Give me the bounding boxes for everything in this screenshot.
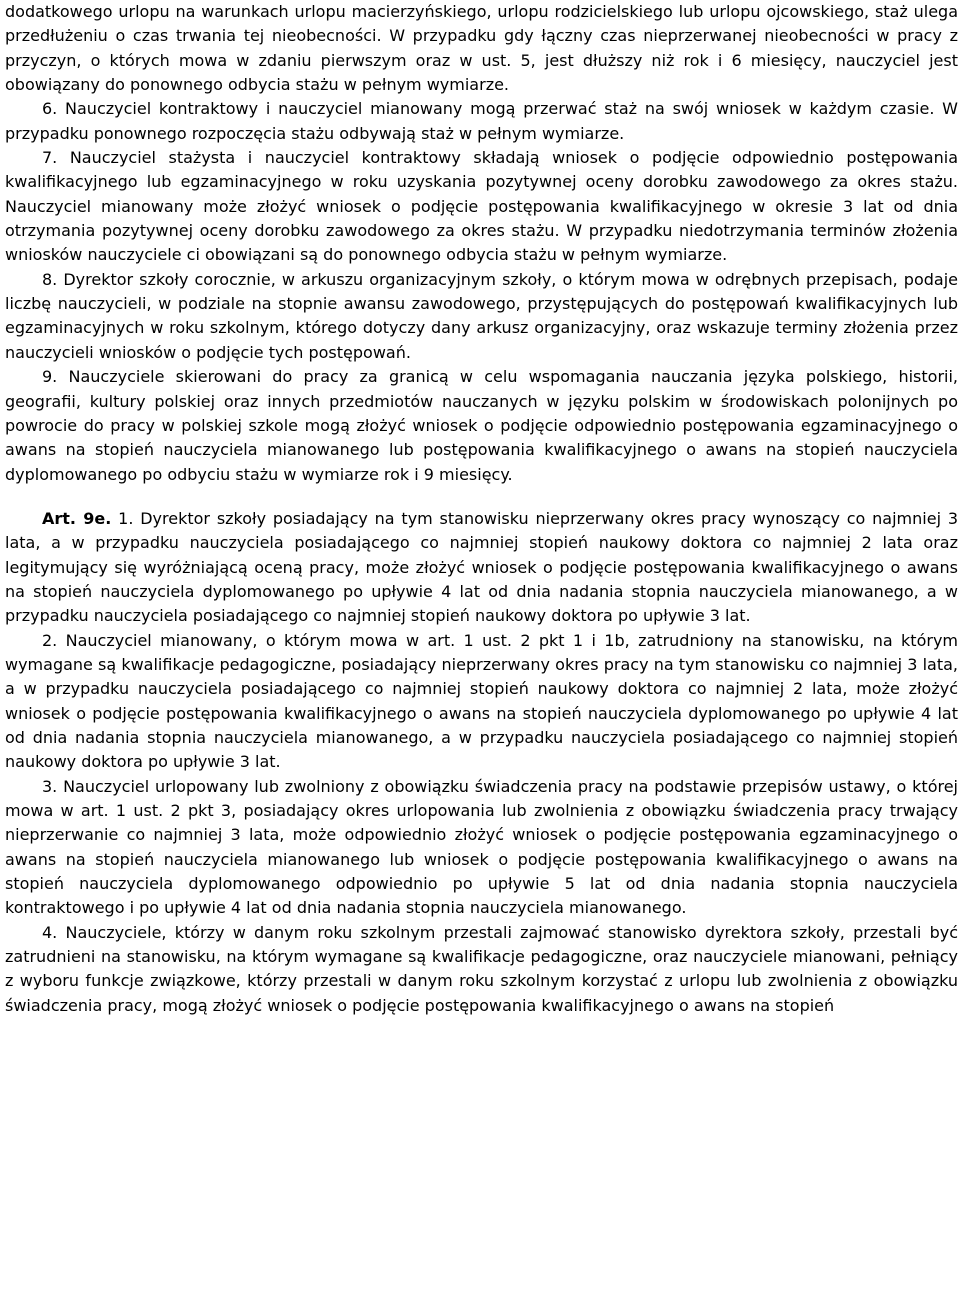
paragraph-6: 6. Nauczyciel kontraktowy i nauczyciel mianowany mogą przerwać staż na swój wniosek w każdym czasie. W przypadku ponownego rozpoczęcia stażu odbywają staż w pełnym wymiarze. — [5, 99, 958, 143]
article-heading: Art. 9e. — [42, 508, 112, 528]
paragraph-9: 9. Nauczyciele skierowani do pracy za granicą w celu wspomagania nauczania języka polskiego, historii, geografii, kultury polskiej oraz innych przedmiotów nauczanych w języku polskim w środowiskach polonijnych po powrocie do pracy w polskiej szkole mogą złożyć wniosek o podjęcie odpowiednio postępowania egzaminacyjnego o awans na stopień nauczyciela mianowanego lub postępowania kwalifikacyjnego o awans na stopień nauczyciela dyplomowanego po odbyciu stażu w wymiarze rok i 9 miesięcy. — [5, 367, 958, 484]
article-9e-paragraph-4: 4. Nauczyciele, którzy w danym roku szkolnym przestali zajmować stanowisko dyrektora szkoły, przestali być zatrudnieni na stanowisku, na którym wymagane są kwalifikacje pedagogiczne, oraz nauczyciele mianowani, pełniący z wyboru funkcje związkowe, którzy przestali w danym roku szkolnym korzystać z urlopu lub zwolnienia z obowiązku świadczenia pracy, mogą złożyć wniosek o podjęcie postępowania kwalifikacyjnego o awans na stopień — [5, 922, 958, 1015]
document-page — [5, 0, 958, 1311]
article-9e-paragraph-1 — [5, 507, 958, 629]
paragraph-7: 7. Nauczyciel stażysta i nauczyciel kontraktowy składają wniosek o podjęcie odpowiednio postępowania kwalifikacyjnego lub egzaminacyjnego w roku uzyskania pozytywnej oceny dorobku zawodowego za okres stażu. Nauczyciel mianowany może złożyć wniosek o podjęcie postępowania kwalifikacyjnego w okresie 3 lat od dnia otrzymania pozytywnej oceny dorobku zawodowego za okres stażu. W przypadku niedotrzymania terminów złożenia wniosków nauczyciele ci obowiązani są do ponownego odbycia stażu w pełnym wymiarze. — [5, 148, 958, 265]
article-9e-text-1: 1. Dyrektor szkoły posiadający na tym stanowisku nieprzerwany okres pracy wynoszący co najmniej 3 lata, a w przypadku nauczyciela posiadającego co najmniej stopień naukowy doktora co najmniej 2 lata oraz legitymujący się wyróżniającą oceną pracy, może złożyć wniosek o podjęcie postępowania kwalifikacyjnego o awans na stopień nauczyciela dyplomowanego po upływie 4 lat od dnia nadania stopnia nauczyciela mianowanego, a w przypadku nauczyciela posiadającego co najmniej stopień naukowy doktora po upływie 3 lat. — [5, 508, 958, 626]
article-9e-paragraph-2: 2. Nauczyciel mianowany, o którym mowa w art. 1 ust. 2 pkt 1 i 1b, zatrudniony na stanowisku, na którym wymagane są kwalifikacje pedagogiczne, posiadający nieprzerwany okres pracy na tym stanowisku co najmniej 3 lata, a w przypadku nauczyciela posiadającego co najmniej stopień naukowy doktora co najmniej 2 lata, może złożyć wniosek o podjęcie postępowania kwalifikacyjnego o awans na stopień nauczyciela dyplomowanego po upływie 4 lat od dnia nadania stopnia nauczyciela mianowanego, a w przypadku nauczyciela posiadającego co najmniej stopień naukowy doktora po upływie 3 lat. — [5, 630, 958, 772]
paragraph-8: 8. Dyrektor szkoły corocznie, w arkuszu organizacyjnym szkoły, o którym mowa w odrębnych przepisach, podaje liczbę nauczycieli, w podziale na stopnie awansu zawodowego, przystępujących do postępowań kwalifikacyjnych lub egzaminacyjnych w roku szkolnym, którego dotyczy dany arkusz organizacyjny, oraz wskazuje terminy złożenia przez nauczycieli wniosków o podjęcie tych postępowań. — [5, 269, 958, 362]
paragraph-continuation: dodatkowego urlopu na warunkach urlopu macierzyńskiego, urlopu rodzicielskiego lub urlopu ojcowskiego, staż ulega przedłużeniu o czas trwania tej nieobecności. W przypadku gdy łączny czas nieprzerwanej nieobecności w pracy z przyczyn, o których mowa w zdaniu pierwszym oraz w ust. 5, jest dłuższy niż rok i 6 miesięcy, nauczyciel jest obowiązany do ponownego odbycia stażu w pełnym wymiarze. — [5, 2, 958, 95]
article-9e-paragraph-3: 3. Nauczyciel urlopowany lub zwolniony z obowiązku świadczenia pracy na podstawie przepisów ustawy, o której mowa w art. 1 ust. 2 pkt 3, posiadający okres urlopowania lub zwolnienia z obowiązku świadczenia pracy trwający nieprzerwanie co najmniej 3 lata, może odpowiednio złożyć wniosek o podjęcie postępowania egzaminacyjnego o awans na stopień nauczyciela mianowanego lub wniosek o podjęcie postępowania kwalifikacyjnego o awans na stopień nauczyciela dyplomowanego odpowiednio po upływie 5 lat od dnia nadania stopnia nauczyciela kontraktowego i po upływie 4 lat od dnia nadania stopnia nauczyciela mianowanego. — [5, 776, 958, 918]
